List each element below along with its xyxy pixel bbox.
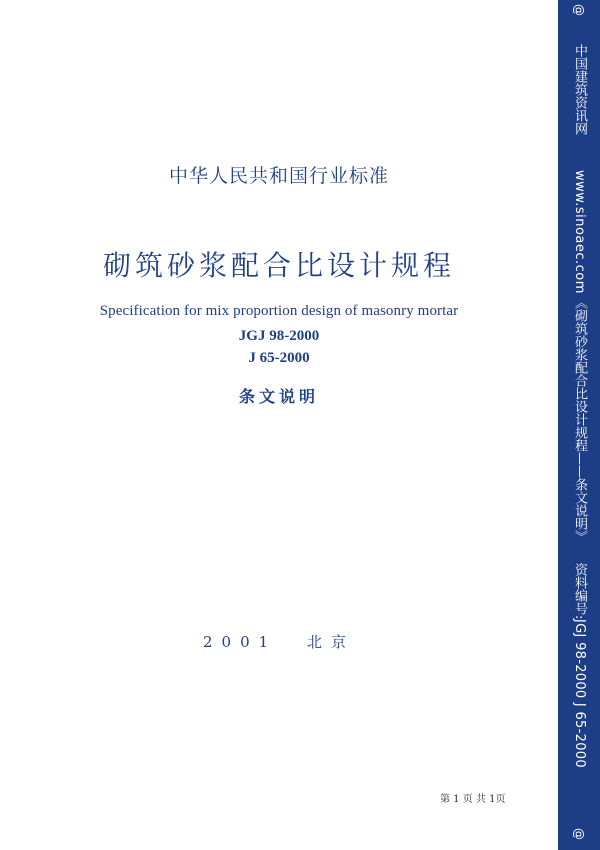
page-number-footer: 第 1 页 共 1页 xyxy=(440,794,506,805)
section-title: 条文说明 xyxy=(238,387,319,406)
sidebar-document-name: 《砌筑砂浆配合比设计规程——条文说明》 xyxy=(572,296,587,543)
standard-code-secondary: J 65-2000 xyxy=(248,350,310,366)
sidebar-at-symbol-bottom: @ xyxy=(572,828,586,840)
sidebar-site-name: 中国建筑资讯网 xyxy=(572,44,587,135)
standard-code-primary: JGJ 98-2000 xyxy=(238,328,320,344)
sidebar-document-id-value: JGJ 98-2000 J 65-2000 xyxy=(572,619,587,768)
document-title-english: Specification for mix proportion design of masonry mortar xyxy=(99,303,459,319)
publication-year-place: 2001 北京 xyxy=(203,633,355,651)
sidebar-at-symbol-top: @ xyxy=(572,4,586,16)
document-title: 砌筑砂浆配合比设计规程 xyxy=(102,249,455,282)
website-sidebar xyxy=(558,0,600,850)
sidebar-document-id-label: 资料编号: xyxy=(572,563,587,620)
standard-type: 中华人民共和国行业标准 xyxy=(168,165,389,187)
sidebar-site-url: www.sinoaec.com xyxy=(572,170,587,294)
